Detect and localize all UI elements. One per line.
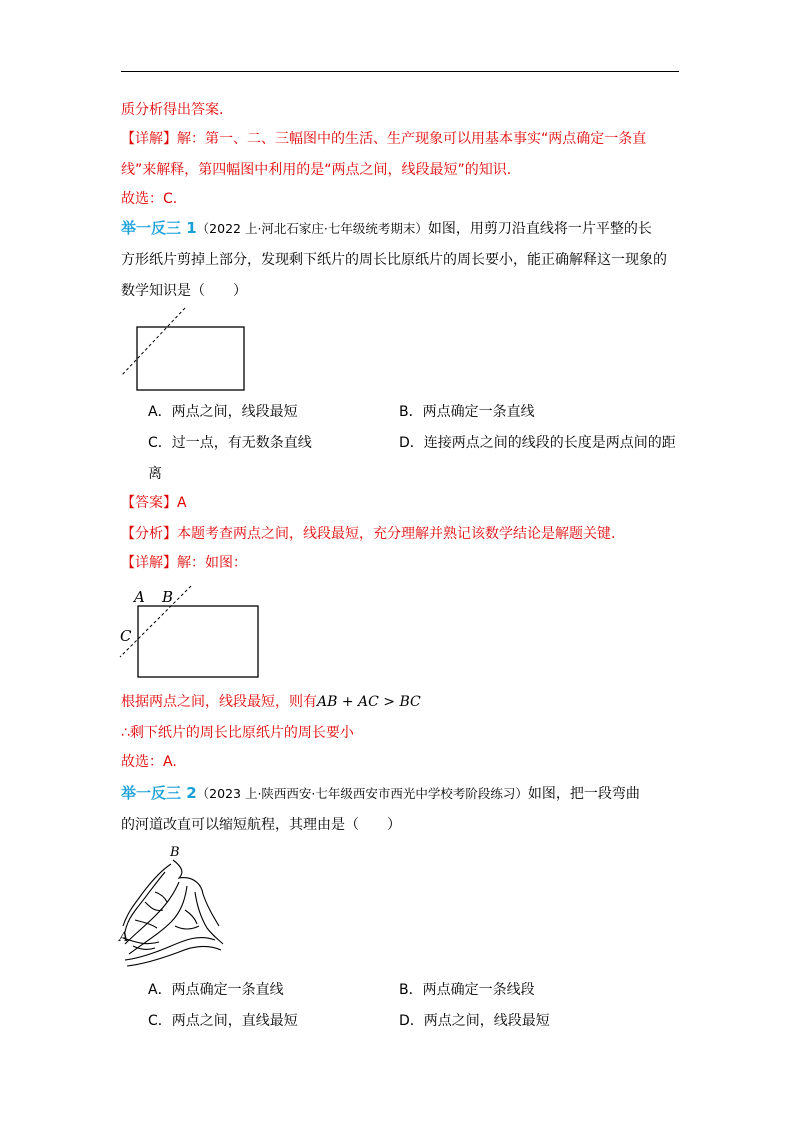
question1-analysis (121, 524, 615, 544)
label-c: C (120, 627, 132, 645)
question1-stem-text: 如图，用剪刀沿直线将一片平整的长 (427, 221, 652, 237)
question1-answer (121, 493, 187, 513)
answer-label: 【答案】 (121, 495, 177, 511)
analysis-continuation: 质分析得出答案. (121, 102, 224, 118)
paper-rectangle (137, 327, 244, 390)
detail-paragraph-line2: 线”来解释，第四幅图中利用的是“两点之间，线段最短”的知识. (121, 162, 512, 178)
label-b: B (162, 588, 174, 606)
question1-choice: 故选：A. (121, 754, 177, 770)
question2-option-b: B．两点确定一条线段 (399, 982, 535, 998)
question1-option-a: A．两点之间，线段最短 (148, 404, 298, 420)
detail-label: 【详解】 (121, 555, 177, 571)
question2-stem-text: 如图，把一段弯曲 (527, 786, 640, 802)
question2-river-figure (115, 842, 225, 972)
inequality-math: AB + AC > BC (317, 694, 421, 710)
cut-line-dashed (121, 308, 185, 376)
header-rule (121, 71, 679, 72)
question2-option-c: C．两点之间，直线最短 (148, 1013, 298, 1029)
question1-detail (121, 553, 247, 573)
choice-text: 故选：C. (121, 191, 178, 207)
question2-option-d: D．两点之间，线段最短 (399, 1013, 550, 1029)
paper-rectangle (138, 606, 258, 677)
question1-stem-line1 (121, 218, 652, 239)
question1-option-b: B．两点确定一条直线 (399, 404, 535, 420)
label-a: A (134, 588, 145, 606)
cut-line-dashed (120, 586, 191, 657)
detail-label: 【详解】 (121, 131, 177, 147)
detail-paragraph-line1 (121, 129, 646, 149)
question2-tag: 举一反三 2 (121, 784, 197, 802)
question1-conclusion2: ∴剩下纸片的周长比原纸片的周长要小 (121, 725, 354, 741)
question2-option-a: A．两点确定一条直线 (148, 982, 284, 998)
question1-stem-line3: 数学知识是（ ） (121, 283, 247, 299)
question2-source: （2023 上·陕西西安·七年级西安市西光中学校考阶段练习） (196, 786, 528, 801)
label-b: B (170, 845, 180, 860)
question1-option-d-line2: 离 (148, 466, 162, 482)
detail-text: 解：第一、二、三幅图中的生活、生产现象可以用基本事实“两点确定一条直 (177, 131, 647, 147)
question1-option-d-line1: D．连接两点之间的线段的长度是两点间的距 (399, 435, 676, 451)
answer-value: A (177, 495, 187, 511)
question1-figure (115, 305, 255, 395)
question1-stem-line2: 方形纸片剪掉上部分，发现剩下纸片的周长比原纸片的周长要小，能正确解释这一现象的 (121, 252, 667, 268)
conclusion-text: 根据两点之间，线段最短，则有 (121, 694, 317, 710)
question1-source: （2022 上·河北石家庄·七年级统考期末） (196, 221, 428, 236)
label-a: A (119, 930, 129, 945)
question2-stem-line1 (121, 783, 640, 804)
question1-conclusion1 (121, 692, 421, 712)
question1-tag: 举一反三 1 (121, 219, 197, 237)
analysis-label: 【分析】 (121, 526, 177, 542)
analysis-text: 本题考查两点之间，线段最短，充分理解并熟记该数学结论是解题关键. (177, 526, 616, 542)
river-sketch (123, 860, 223, 966)
question1-option-c: C．过一点，有无数条直线 (148, 435, 312, 451)
question2-stem-line2: 的河道改直可以缩短航程，其理由是（ ） (121, 817, 401, 833)
detail-text: 解：如图： (177, 555, 247, 571)
question1-solution-figure (115, 583, 265, 683)
